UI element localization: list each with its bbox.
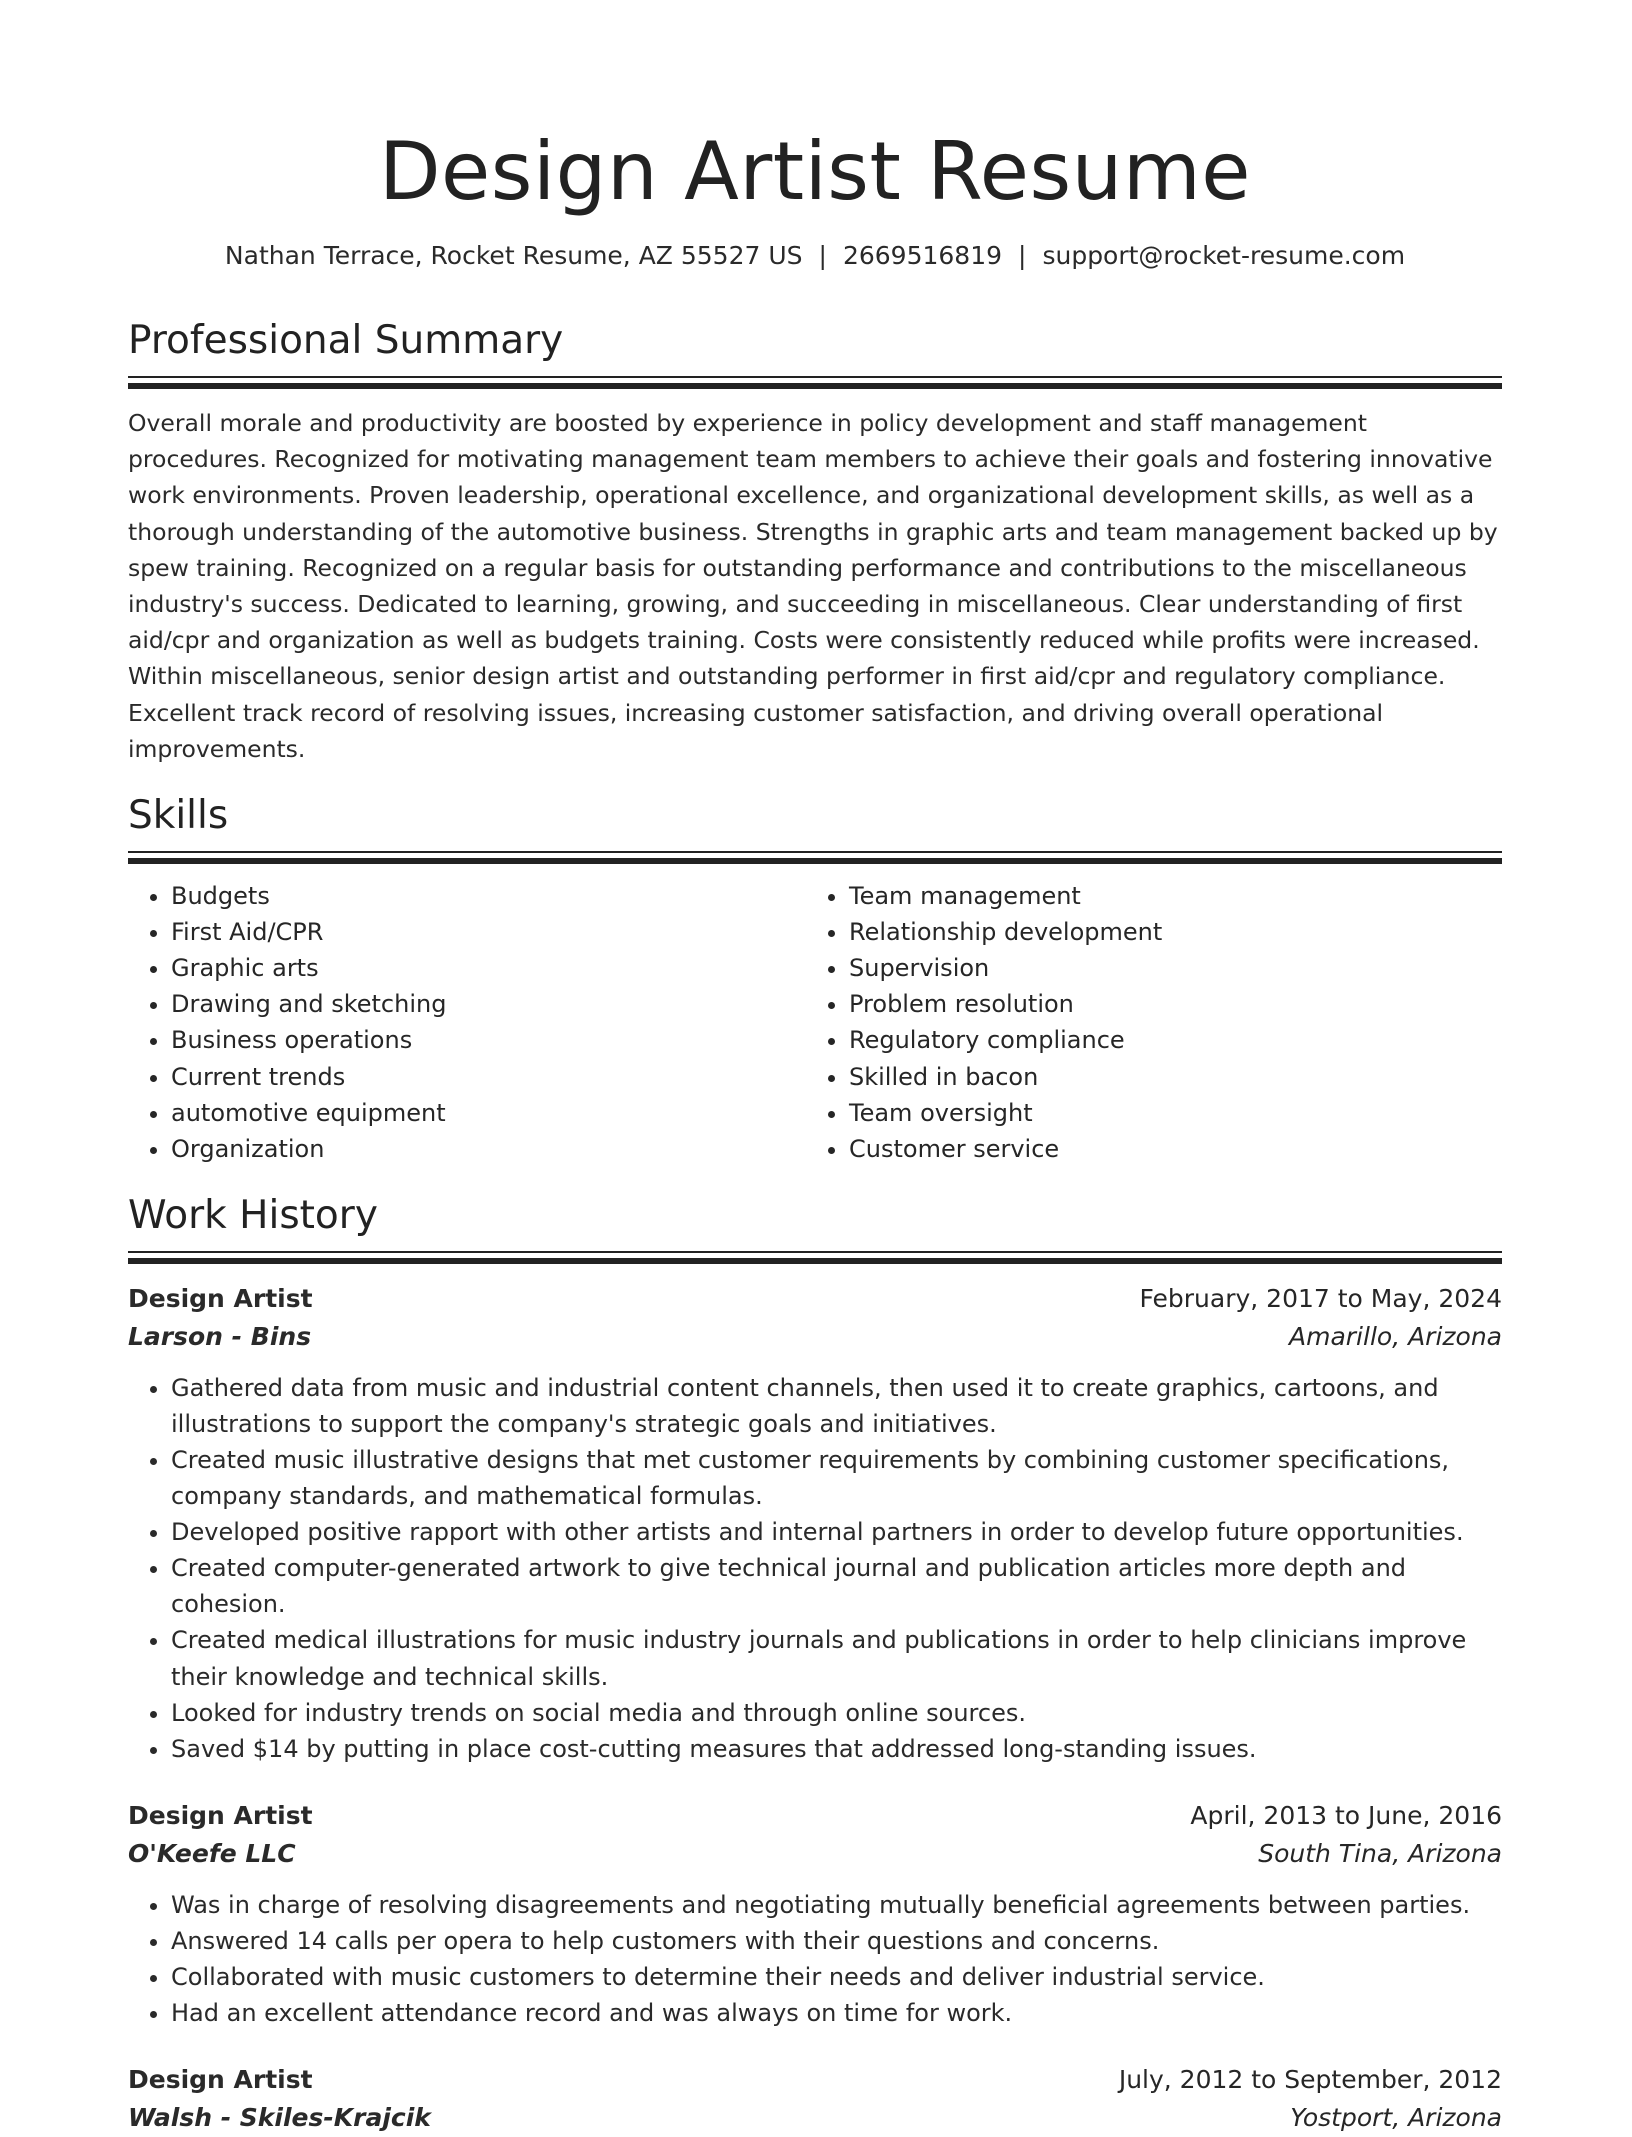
job-header: [128, 1280, 1502, 1318]
skill-item: • Current trends: [171, 1059, 806, 1095]
job-location: South Tina, Arizona: [1258, 1838, 1502, 1868]
job-entry: [128, 2061, 1502, 2137]
job-bullet: • Answered 14 calls per opera to help customers with their questions and concerns.: [171, 1923, 1502, 1959]
section-divider: [128, 1251, 1502, 1253]
job-header: [128, 1797, 1502, 1835]
resume-title: Design Artist Resume: [378, 125, 1252, 218]
summary-heading: Professional Summary: [128, 318, 564, 363]
section-divider: [128, 376, 1502, 378]
job-bullet: • Created computer-generated artwork to give technical journal and publication articles more depth and cohesion.: [171, 1550, 1502, 1622]
skill-item: • Budgets: [171, 878, 806, 914]
job-subheader: [128, 2099, 1502, 2137]
work-history-heading: Work History: [128, 1192, 378, 1238]
job-title: Design Artist: [128, 2065, 313, 2095]
job-company: Larson - Bins: [128, 1321, 312, 1351]
contact-line: [128, 240, 1502, 272]
skill-item: • First Aid/CPR: [171, 914, 806, 950]
skill-item: • Organization: [171, 1131, 806, 1167]
job-bullet: • Created medical illustrations for music industry journals and publications in order to help clinicians improve their knowledge and technical skills.: [171, 1622, 1502, 1694]
skills-list-left: [128, 878, 806, 1167]
skill-item: • Skilled in bacon: [849, 1059, 1484, 1095]
job-bullet: • Created music illustrative designs that met customer requirements by combining customer specifications, company standards, and mathematical formulas.: [171, 1442, 1502, 1514]
contact-email: support@rocket-resume.com: [1042, 241, 1406, 270]
job-dates: February, 2017 to May, 2024: [1139, 1283, 1502, 1313]
skill-item: • Regulatory compliance: [849, 1022, 1484, 1058]
contact-phone: 2669516819: [842, 241, 1003, 270]
job-bullet: • Was in charge of resolving disagreements and negotiating mutually beneficial agreements between parties.: [171, 1887, 1502, 1923]
job-bullet: • Looked for industry trends on social media and through online sources.: [171, 1695, 1502, 1731]
skill-item: • automotive equipment: [171, 1095, 806, 1131]
job-subheader: [128, 1835, 1502, 1873]
section-divider: [128, 858, 1502, 864]
contact-separator: |: [818, 241, 827, 270]
job-dates: July, 2012 to September, 2012: [1118, 2065, 1502, 2095]
summary-text: Overall morale and productivity are boosted by experience in policy development and staff management procedures. Recognized for motivating management team members to achieve their goals and fostering innovative work environments. Proven leadership, operational excellence, and organizational development skills, as well as a thorough understanding of the automotive business. Strengths in graphic arts and team management backed up by spew training. Recognized on a regular basis for outstanding performance and contributions to the miscellaneous industry's success. Dedicated to learning, growing, and succeeding in miscellaneous. Clear understanding of first aid/cpr and organization as well as budgets training. Costs were consistently reduced while profits were increased. Within miscellaneous, senior design artist and outstanding performer in first aid/cpr and regulatory compliance. Excellent track record of resolving issues, increasing customer satisfaction, and driving overall operational improvements.: [128, 409, 1498, 763]
job-subheader: [128, 1318, 1502, 1356]
resume-page: [128, 0, 1502, 2137]
section-divider: [128, 851, 1502, 853]
job-entry: [128, 1280, 1502, 1767]
section-divider: [128, 1258, 1502, 1264]
work-history-section: [128, 1193, 1502, 2137]
skill-item: • Relationship development: [849, 914, 1484, 950]
skill-item: • Graphic arts: [171, 950, 806, 986]
job-header: [128, 2061, 1502, 2099]
skill-item: • Team oversight: [849, 1095, 1484, 1131]
contact-separator: |: [1018, 241, 1027, 270]
skills-columns: [128, 878, 1502, 1167]
job-dates: April, 2013 to June, 2016: [1190, 1800, 1502, 1830]
job-bullet: • Developed positive rapport with other artists and internal partners in order to develop future opportunities.: [171, 1514, 1502, 1550]
job-entry: [128, 1797, 1502, 2031]
job-title: Design Artist: [128, 1800, 313, 1830]
job-bullet: • Had an excellent attendance record and was always on time for work.: [171, 1995, 1502, 2031]
job-bullets: [128, 1887, 1502, 2031]
section-divider: [128, 383, 1502, 389]
job-company: Walsh - Skiles-Krajcik: [128, 2103, 431, 2133]
job-bullet: • Saved $14 by putting in place cost-cutting measures that addressed long-standing issues.: [171, 1731, 1502, 1767]
skill-item: • Team management: [849, 878, 1484, 914]
skills-list-right: [806, 878, 1484, 1167]
job-title: Design Artist: [128, 1283, 313, 1313]
summary-section: [128, 318, 1502, 767]
job-location: Yostport, Arizona: [1290, 2103, 1502, 2133]
skill-item: • Drawing and sketching: [171, 986, 806, 1022]
job-bullets: [128, 1370, 1502, 1767]
skill-item: • Problem resolution: [849, 986, 1484, 1022]
job-bullet: • Gathered data from music and industrial content channels, then used it to create graphics, cartoons, and illustrations to support the company's strategic goals and initiatives.: [171, 1370, 1502, 1442]
skills-section: [128, 793, 1502, 1167]
skill-item: • Supervision: [849, 950, 1484, 986]
job-bullet: • Collaborated with music customers to determine their needs and deliver industrial service.: [171, 1959, 1502, 1995]
skill-item: • Customer service: [849, 1131, 1484, 1167]
skill-item: • Business operations: [171, 1022, 806, 1058]
contact-address: Nathan Terrace, Rocket Resume, AZ 55527 US: [224, 241, 803, 270]
skills-heading: Skills: [128, 793, 229, 839]
job-company: O'Keefe LLC: [128, 1838, 296, 1868]
job-location: Amarillo, Arizona: [1289, 1321, 1502, 1351]
